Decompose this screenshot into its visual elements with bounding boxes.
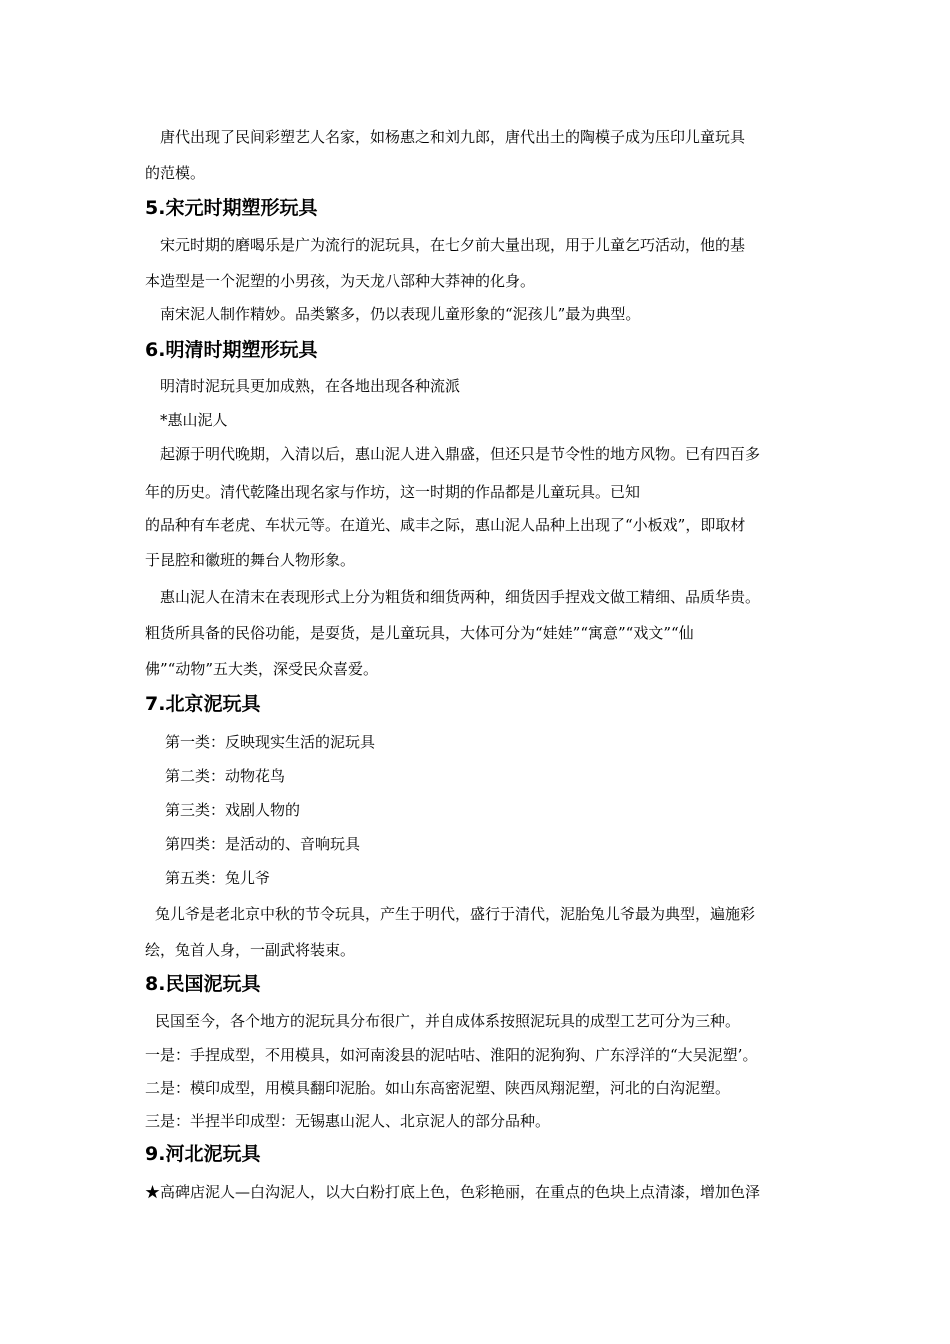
s6-para3-line3: 的品种有车老虎、车状元等。在道光、咸丰之际，惠山泥人品种上出现了“小板戏”，即取材 xyxy=(145,516,746,534)
s7-list-item-4: 第四类：是活动的、音响玩具 xyxy=(165,835,361,853)
s6-para4-line2: 粗货所具备的民俗功能，是耍货，是儿童玩具，大体可分为“娃娃”“寓意”“戏文”“仙 xyxy=(145,624,694,642)
section-9-heading: 9.河北泥玩具 xyxy=(145,1143,261,1165)
section-6-heading: 6.明清时期塑形玩具 xyxy=(145,339,318,361)
s6-para1: 明清时泥玩具更加成熟，在各地出现各种流派 xyxy=(160,377,461,395)
s6-para3-line2: 年的历史。清代乾隆出现名家与作坊，这一时期的作品都是儿童玩具。已知 xyxy=(145,483,641,501)
s8-method-2: 二是：模印成型，用模具翻印泥胎。如山东高密泥塑、陕西凤翔泥塑，河北的白沟泥塑。 xyxy=(145,1079,731,1097)
s5-para2: 南宋泥人制作精妙。品类繁多，仍以表现儿童形象的“泥孩儿”最为典型。 xyxy=(160,305,641,323)
s7-list-item-5: 第五类：兔儿爷 xyxy=(165,869,271,887)
s5-para1-line1: 宋元时期的磨喝乐是广为流行的泥玩具，在七夕前大量出现，用于儿童乞巧活动，他的基 xyxy=(160,236,746,254)
s8-method-1: 一是：手捏成型，不用模具，如河南浚县的泥咕咕、淮阳的泥狗狗、广东浮洋的“大吴泥塑’。 xyxy=(145,1046,758,1064)
s7-para1-line1: 兔儿爷是老北京中秋的节令玩具，产生于明代，盛行于清代，泥胎兔儿爷最为典型，遍施彩 xyxy=(155,905,756,923)
s6-para3-line1: 起源于明代晚期，入清以后，惠山泥人进入鼎盛，但还只是节令性的地方风物。已有四百多 xyxy=(160,445,761,463)
s6-para4-line1: 惠山泥人在清末在表现形式上分为粗货和细货两种，细货因手捏戏文做工精细、品质华贵。 xyxy=(160,588,761,606)
section-8-heading: 8.民国泥玩具 xyxy=(145,973,261,995)
s7-list-item-3: 第三类：戏剧人物的 xyxy=(165,801,301,819)
intro-line-2: 的范模。 xyxy=(145,164,206,182)
s9-para1: ★高碑店泥人—白沟泥人，以大白粉打底上色，色彩艳丽，在重点的色块上点清漆，增加色泽 xyxy=(145,1183,761,1201)
section-7-heading: 7.北京泥玩具 xyxy=(145,693,261,715)
s7-list-item-1: 第一类：反映现实生活的泥玩具 xyxy=(165,733,376,751)
intro-line-1: 唐代出现了民间彩塑艺人名家，如杨惠之和刘九郎，唐代出土的陶模子成为压印儿童玩具 xyxy=(160,128,746,146)
s6-para2: *惠山泥人 xyxy=(160,411,228,429)
s7-para1-line2: 绘，兔首人身，一副武将装束。 xyxy=(145,941,356,959)
s8-para1: 民国至今，各个地方的泥玩具分布很广，并自成体系按照泥玩具的成型工艺可分为三种。 xyxy=(155,1012,741,1030)
section-5-heading: 5.宋元时期塑形玩具 xyxy=(145,197,318,219)
s6-para3-line4: 于昆腔和徽班的舞台人物形象。 xyxy=(145,551,356,569)
s6-para4-line3: 佛”“动物”五大类，深受民众喜爱。 xyxy=(145,660,379,678)
s7-list-item-2: 第二类：动物花鸟 xyxy=(165,767,286,785)
s8-method-3: 三是：半捏半印成型：无锡惠山泥人、北京泥人的部分品种。 xyxy=(145,1112,551,1130)
s5-para1-line2: 本造型是一个泥塑的小男孩，为天龙八部种大莽神的化身。 xyxy=(145,272,536,290)
